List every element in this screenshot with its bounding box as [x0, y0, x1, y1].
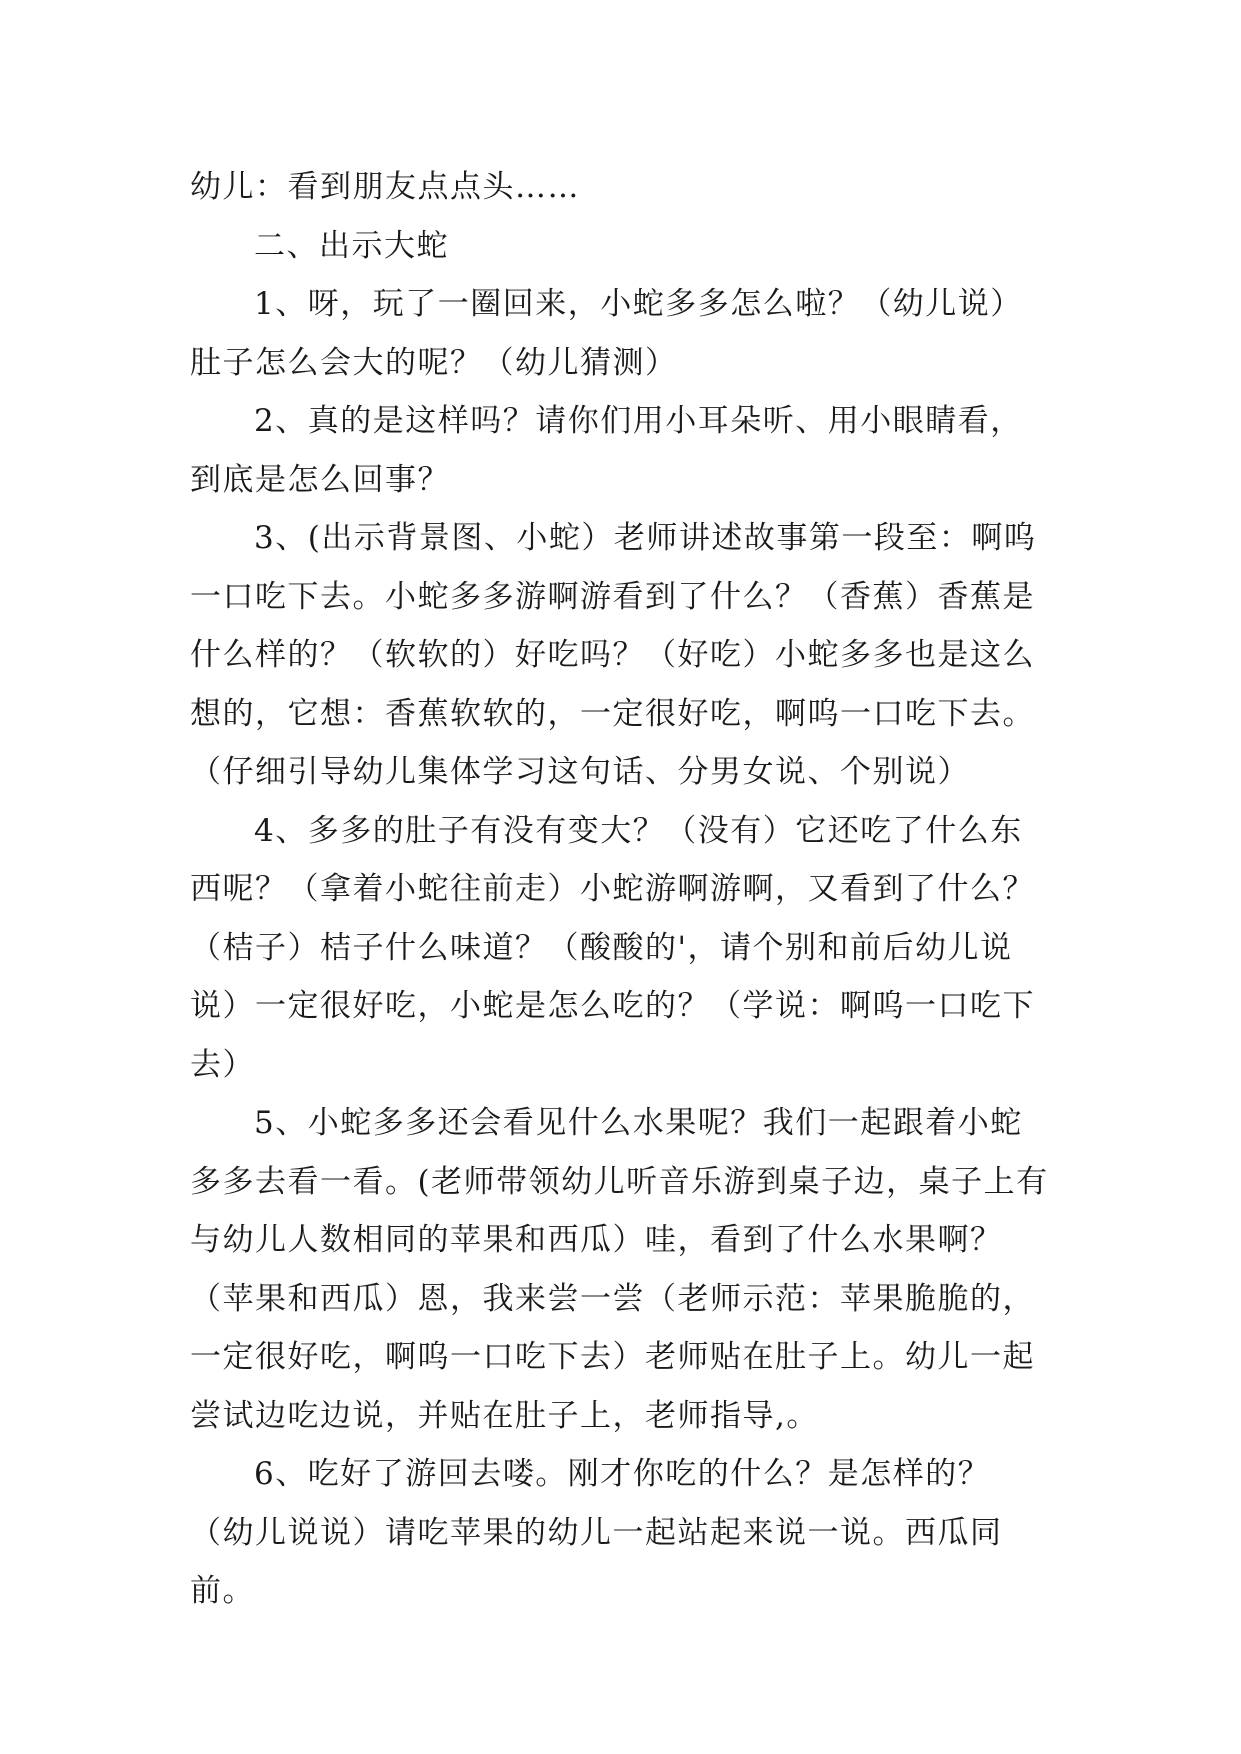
paragraph-1: 幼儿：看到朋友点点头……	[190, 169, 580, 205]
paragraph-step-5: 5、小蛇多多还会看见什么水果呢？我们一起跟着小蛇多多去看一看。(老师带领幼儿听音乐游到桌子边，桌子上有与幼儿人数相同的苹果和西瓜）哇，看到了什么水果啊？（苹果和西瓜）恩，我来尝一尝（老师示范：苹果脆脆的，一定很好吃，啊呜一口吃下去）老师贴在肚子上。幼儿一起尝试边吃边说，并贴在肚子上，老师指导,。	[190, 1105, 1049, 1434]
paragraph-step-2: 2、真的是这样吗？请你们用小耳朵听、用小眼睛看，到底是怎么回事？	[190, 403, 1023, 498]
document-body	[190, 158, 1050, 1621]
paragraph-step-1: 1、呀，玩了一圈回来，小蛇多多怎么啦？（幼儿说）肚子怎么会大的呢？（幼儿猜测）	[190, 286, 1023, 381]
paragraph-step-3: 3、(出示背景图、小蛇）老师讲述故事第一段至：啊呜一口吃下去。小蛇多多游啊游看到了什么？（香蕉）香蕉是什么样的？（软软的）好吃吗？（好吃）小蛇多多也是这么想的，它想：香蕉软软的，一定很好吃，啊呜一口吃下去。（仔细引导幼儿集体学习这句话、分男女说、个别说）	[190, 520, 1037, 790]
paragraph-step-4: 4、多多的肚子有没有变大？（没有）它还吃了什么东西呢？（拿着小蛇往前走）小蛇游啊游啊，又看到了什么？（桔子）桔子什么味道？（酸酸的'，请个别和前后幼儿说说）一定很好吃，小蛇是怎么吃的？（学说：啊呜一口吃下去）	[190, 812, 1035, 1083]
paragraph-step-6: 6、吃好了游回去喽。刚才你吃的什么？是怎样的？（幼儿说说）请吃苹果的幼儿一起站起来说一说。西瓜同前。	[190, 1456, 1003, 1609]
section-heading: 二、出示大蛇	[254, 227, 449, 264]
